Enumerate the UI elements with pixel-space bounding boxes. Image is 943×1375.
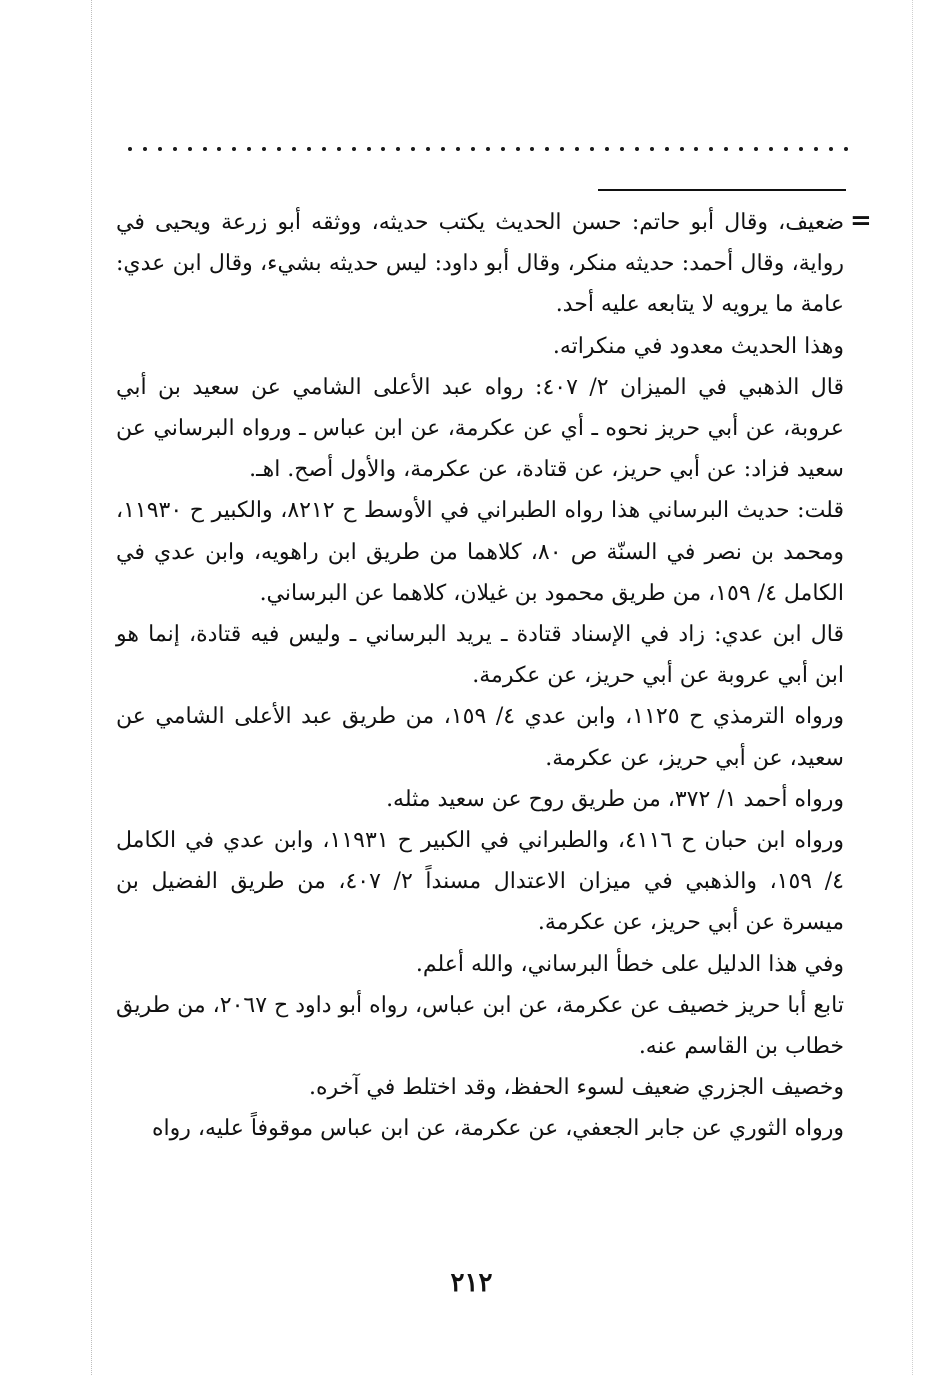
page-number: ٢١٢	[450, 1268, 493, 1298]
paragraph: وهذا الحديث معدود في منكراته.	[552, 333, 844, 359]
paragraph: ورواه الثوري عن جابر الجعفي، عن عكرمة، عن ابن عباس موقوفاً عليه، رواه	[152, 1116, 844, 1142]
paragraph: قال ابن عدي: زاد في الإسناد قتادة ـ يريد البرساني ـ وليس فيه قتادة، إنما هو ابن أبي عروبة عن أبي حريز، عن عكرمة.	[116, 622, 844, 689]
paragraph: وفي هذا الدليل على خطأ البرساني، والله أعلم.	[415, 951, 844, 977]
footnote-separator	[598, 189, 846, 191]
left-margin-guide	[91, 0, 92, 1375]
continuation-mark: =	[850, 206, 872, 236]
paragraph: ورواه ابن حبان ح ٤١١٦، والطبراني في الكبير ح ١١٩٣١، وابن عدي في الكامل ٤/ ١٥٩، والذهبي في ميزان الاعتدال مسنداً ٢/ ٤٠٧، من طريق الفضيل بن ميسرة عن أبي حريز، عن عكرمة.	[116, 828, 845, 936]
paragraph: ورواه الترمذي ح ١١٢٥، وابن عدي ٤/ ١٥٩، من طريق عبد الأعلى الشامي عن سعيد، عن أبي حريز، عن عكرمة.	[116, 704, 845, 771]
header-dotted-rule	[128, 139, 848, 159]
paragraph: وخصيف الجزري ضعيف لسوء الحفظ، وقد اختلط في آخره.	[309, 1075, 844, 1101]
paragraph: تابع أبا حريز خصيف عن عكرمة، عن ابن عباس، رواه أبو داود ح ٢٠٦٧، من طريق خطاب بن القاسم عنه.	[116, 992, 844, 1060]
paragraph: ورواه أحمد ١/ ٣٧٢، من طريق روح عن سعيد مثله.	[386, 786, 844, 812]
paragraph: قلت: حديث البرساني هذا رواه الطبراني في الأوسط ح ٨٢١٢، والكبير ح ١١٩٣٠، ومحمد بن نصر في السنّة ص ٨٠، كلاهما من طريق ابن راهويه، وابن عدي في الكامل ٤/ ١٥٩، من طريق محمود بن غيلان، كلاهما عن البرساني.	[116, 498, 844, 606]
paragraph: ضعيف، وقال أبو حاتم: حسن الحديث يكتب حديثه، ووثقه أبو زرعة ويحيى في رواية، وقال أحمد: حديثه منكر، وقال أبو داود: ليس حديثه بشيء، وقال ابن عدي: عامة ما يرويه لا يتابعه عليه أحد.	[116, 210, 844, 318]
right-margin-guide	[912, 0, 913, 1375]
paragraph: قال الذهبي في الميزان ٢/ ٤٠٧: رواه عبد الأعلى الشامي عن سعيد بن أبي عروبة، عن أبي حريز نحوه ـ أي عن عكرمة، عن ابن عباس ـ ورواه البرساني عن سعيد فزاد: عن أبي حريز، عن قتادة، عن عكرمة، والأول أصح. اهـ.	[116, 374, 844, 483]
footnote-text	[116, 202, 844, 1150]
